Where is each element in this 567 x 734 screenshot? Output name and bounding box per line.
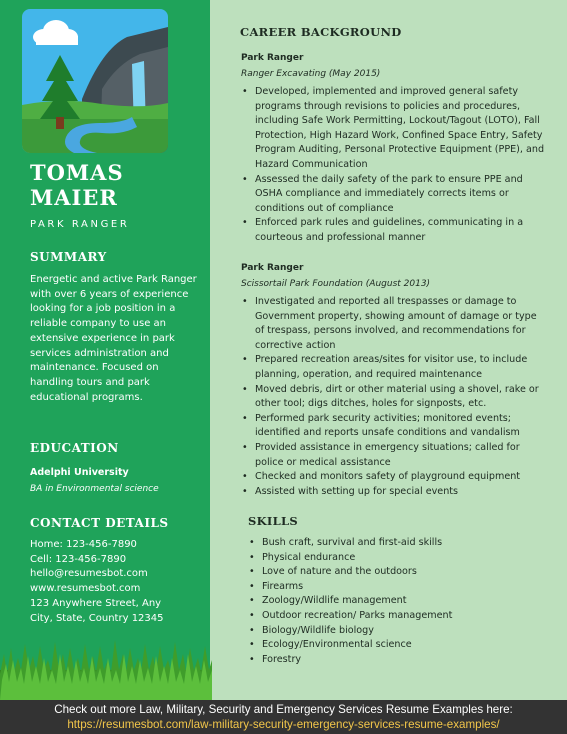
list-item: • Developed, implemented and improved general safety programs through revisions to policies and procedures, including Safe Work Permitting, Lockout/Tagout (LOTO), Fall Protection, High Hazard Work, Confined Space Entry, Safety Program Auditing, Personal Protective Equipment (PPE), and Hazard Communication: [241, 85, 547, 173]
job-2-duties: [241, 295, 547, 499]
landscape-illustration-icon: [22, 9, 168, 153]
grass-decoration-icon: [0, 640, 212, 700]
footer-banner: [0, 700, 567, 734]
list-item: • Outdoor recreation/ Parks management: [248, 609, 548, 624]
sidebar: [0, 0, 210, 700]
footer-link[interactable]: https://resumesbot.com/law-military-security-emergency-services-resume-examples/: [67, 718, 500, 731]
skills-heading: SKILLS: [248, 514, 298, 528]
list-item: • Forestry: [248, 653, 548, 668]
list-item: • Investigated and reported all trespasses or damage to Government property, showing amount of damage or type of trespass, persons involved, and recommendations for corrective action: [241, 295, 547, 353]
contact-home-phone: Home: 123-456-7890: [30, 539, 137, 550]
job-1-subtitle: Ranger Excavating (May 2015): [241, 69, 381, 79]
list-item: • Performed park security activities; monitored events; identified and reports unsafe conditions and vandalism: [241, 412, 547, 441]
contact-address-line-1: 123 Anywhere Street, Any: [30, 597, 162, 609]
list-item: • Ecology/Environmental science: [248, 638, 548, 653]
list-item: • Zoology/Wildlife management: [248, 594, 548, 609]
summary-text: Energetic and active Park Ranger with over 6 years of experience looking for a job position in a reliable company to use an extensive experience in park services administration and maintenance. Focused on handling tours and park educational programs.: [30, 274, 197, 403]
contact-details: [30, 538, 205, 626]
career-heading: CAREER BACKGROUND: [240, 25, 402, 39]
list-item: • Biology/Wildlife biology: [248, 624, 548, 639]
first-name: TOMAS: [30, 160, 124, 185]
list-item: • Prepared recreation areas/sites for visitor use, to include planning, operation, and required maintenance: [241, 353, 547, 382]
list-item: • Assisted with setting up for special events: [241, 485, 547, 500]
list-item: • Physical endurance: [248, 551, 548, 566]
candidate-name: [30, 160, 124, 210]
list-item: • Bush craft, survival and first-aid skills: [248, 536, 548, 551]
contact-address-line-2: City, State, Country 12345: [30, 612, 164, 624]
last-name: MAIER: [30, 185, 118, 210]
list-item: • Assessed the daily safety of the park to ensure PPE and OSHA compliance and immediately corrects items or conditions out of compliance: [241, 173, 547, 217]
list-item: • Enforced park rules and guidelines, communicating in a courteous and professional manner: [241, 216, 547, 245]
list-item: • Firearms: [248, 580, 548, 595]
contact-heading: CONTACT DETAILS: [30, 516, 169, 530]
contact-cell-phone: Cell: 123-456-7890: [30, 553, 127, 565]
job-role: PARK RANGER: [30, 219, 130, 230]
contact-website: www.resumesbot.com: [30, 583, 141, 595]
job-1-duties: [241, 85, 547, 246]
skills-list: [248, 536, 548, 667]
profile-picture: [22, 9, 168, 153]
job-1-title: Park Ranger: [241, 53, 304, 63]
footer-text: Check out more Law, Military, Security and Emergency Services Resume Examples here:: [54, 703, 513, 716]
list-item: • Love of nature and the outdoors: [248, 565, 548, 580]
contact-email: hello@resumesbot.com: [30, 568, 148, 580]
education-heading: EDUCATION: [30, 441, 119, 455]
list-item: • Moved debris, dirt or other material using a shovel, rake or other tool; digs ditches, holes for signposts, etc.: [241, 383, 547, 412]
job-2-title: Park Ranger: [241, 263, 304, 273]
education-degree: BA in Environmental science: [30, 484, 159, 494]
list-item: • Provided assistance in emergency situations; called for police or medical assistance: [241, 441, 547, 470]
job-2-subtitle: Scissortail Park Foundation (August 2013): [241, 279, 431, 289]
education-school: Adelphi University: [30, 467, 129, 478]
summary-heading: SUMMARY: [30, 250, 107, 264]
list-item: • Checked and monitors safety of playground equipment: [241, 470, 547, 485]
